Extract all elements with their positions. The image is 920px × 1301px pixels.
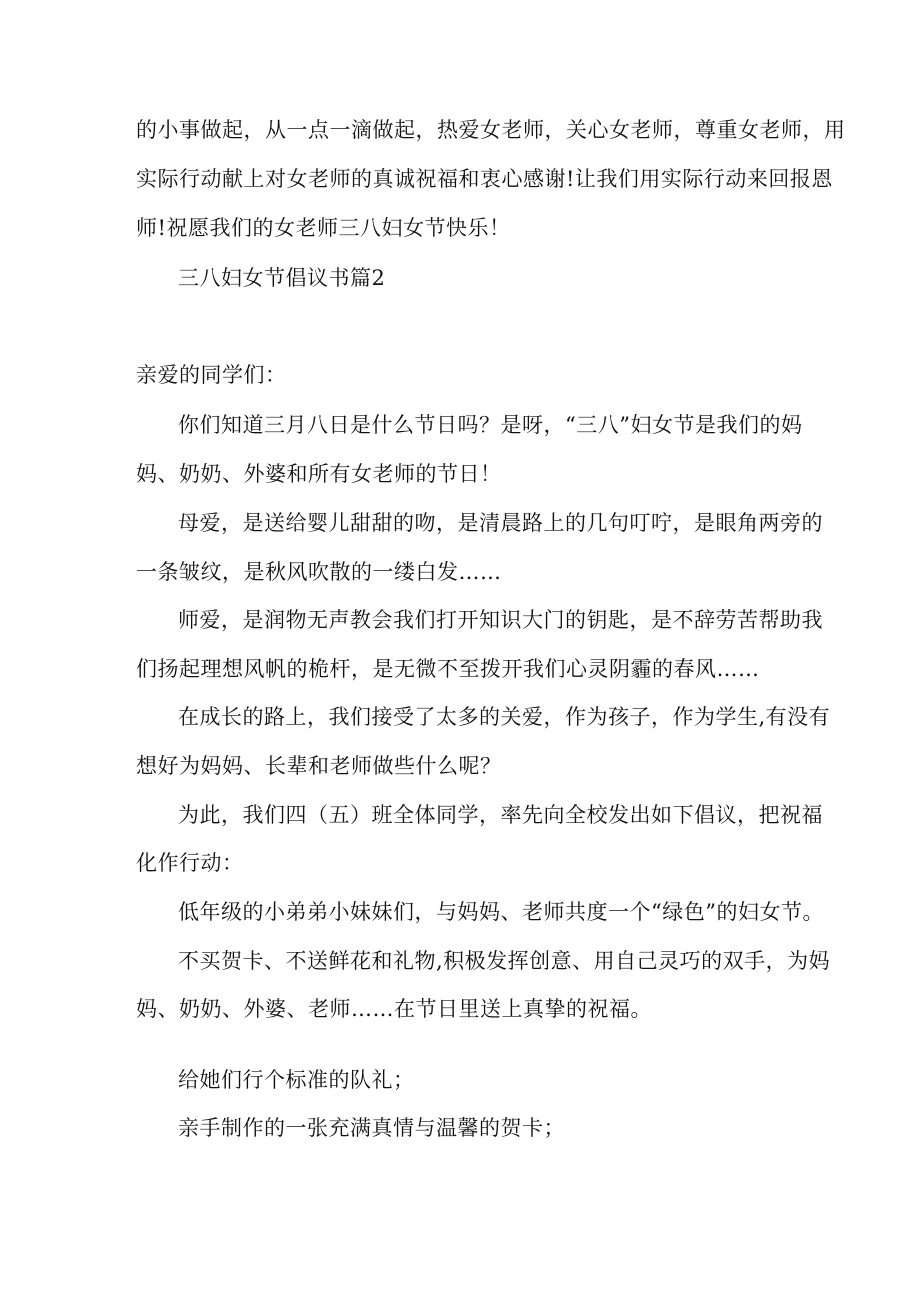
body-text-line: 想好为妈妈、长辈和老师做些什么呢？ <box>136 754 502 778</box>
body-text-line: 为此，我们四（五）班全体同学，率先向全校发出如下倡议，把祝福 <box>178 803 823 827</box>
body-text-line: 妈、奶奶、外婆、老师……在节日里送上真挚的祝福。 <box>136 997 652 1021</box>
body-text-line: 化作行动： <box>136 851 244 875</box>
body-text-line: 的小事做起，从一点一滴做起，热爱女老师，关心女老师，尊重女老师，用 <box>136 118 846 142</box>
list-item: 给她们行个标准的队礼； <box>178 1068 415 1092</box>
body-text-line: 母爱，是送给婴儿甜甜的吻，是清晨路上的几句叮咛，是眼角两旁的 <box>178 511 823 535</box>
body-text-line: 你们知道三月八日是什么节日吗？是呀，“三八”妇女节是我们的妈 <box>178 413 803 437</box>
body-text-line: 师!祝愿我们的女老师三八妇女节快乐！ <box>136 216 511 240</box>
body-text-line: 妈、奶奶、外婆和所有女老师的节日！ <box>136 462 502 486</box>
list-item: 亲手制作的一张充满真情与温馨的贺卡； <box>178 1116 565 1140</box>
body-text-line: 在成长的路上，我们接受了太多的关爱，作为孩子，作为学生,有没有 <box>178 705 831 729</box>
body-text-line: 不买贺卡、不送鲜花和礼物,积极发挥创意、用自己灵巧的双手，为妈 <box>178 949 831 973</box>
body-text-line: 们扬起理想风帆的桅杆，是无微不至拨开我们心灵阴霾的春风…… <box>136 657 760 681</box>
body-text-line: 低年级的小弟弟小妹妹们，与妈妈、老师共度一个“绿色”的妇女节。 <box>178 900 824 924</box>
section-heading: 三八妇女节倡议书篇2 <box>178 266 386 290</box>
body-text-line: 一条皱纹，是秋风吹散的一缕白发…… <box>136 560 502 584</box>
salutation: 亲爱的同学们： <box>136 363 287 387</box>
body-text-line: 实际行动献上对女老师的真诚祝福和衷心感谢!让我们用实际行动来回报恩 <box>136 167 833 191</box>
body-text-line: 师爱，是润物无声教会我们打开知识大门的钥匙，是不辞劳苦帮助我 <box>178 608 823 632</box>
